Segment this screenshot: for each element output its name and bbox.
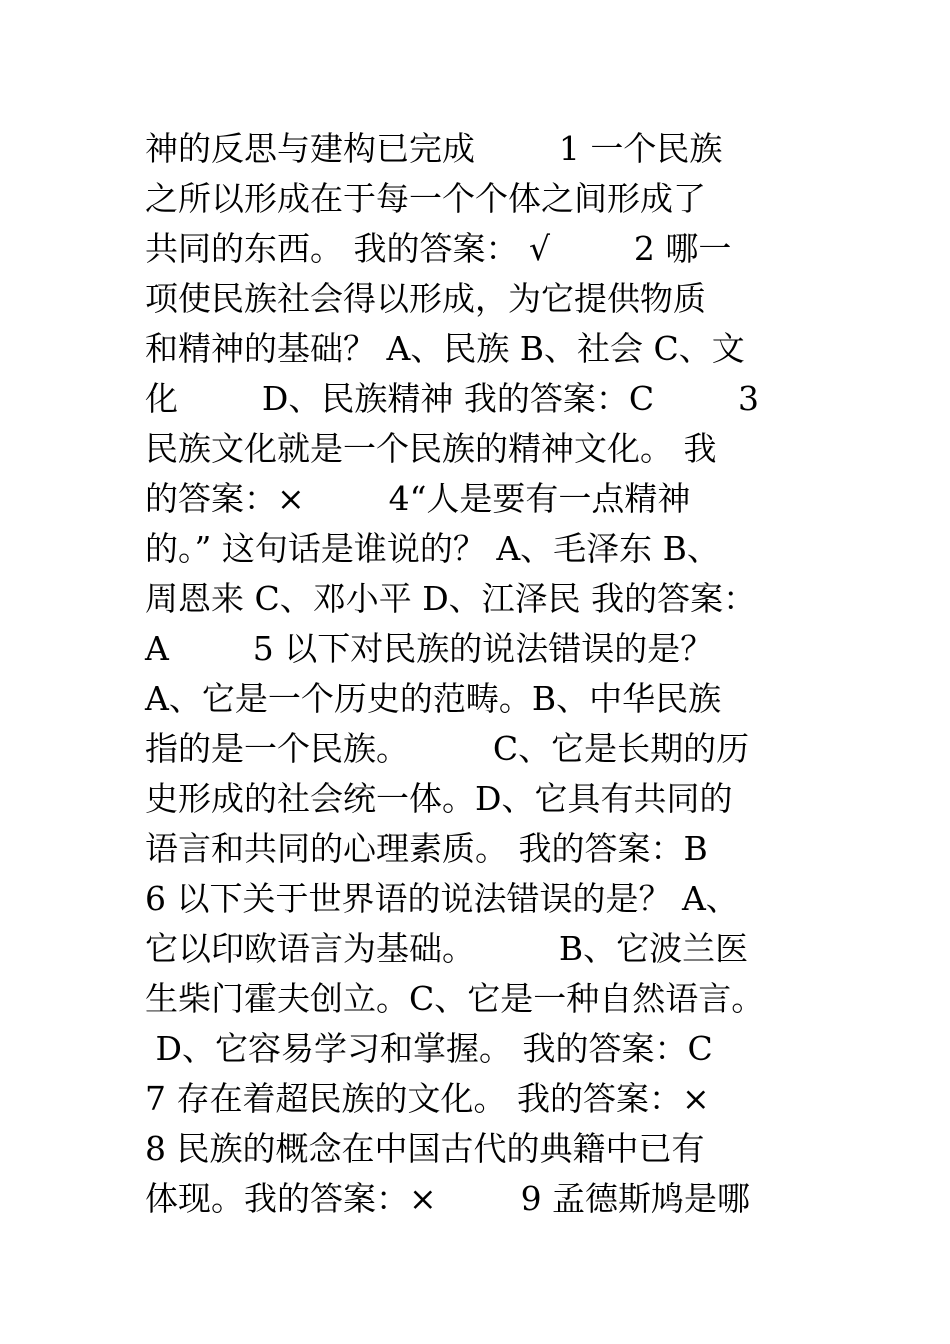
text-line: 体现。我的答案：× 9 孟德斯鸠是哪	[145, 1179, 751, 1218]
text-line: 民族文化就是一个民族的精神文化。 我	[145, 429, 717, 468]
text-line: 共同的东西。 我的答案： √ 2 哪一	[145, 229, 732, 268]
text-line: 化 D、民族精神 我的答案：C 3	[145, 379, 760, 418]
text-line: D、它容易学习和掌握。 我的答案：C	[145, 1029, 713, 1068]
text-line: 它以印欧语言为基础。 B、它波兰医	[145, 929, 749, 968]
text-line: 的。” 这句话是谁说的？ A、毛泽东 B、	[145, 529, 720, 568]
text-line: 8 民族的概念在中国古代的典籍中已有	[145, 1129, 705, 1168]
text-line: 的答案：× 4“人是要有一点精神	[145, 479, 691, 518]
text-line: A 5 以下对民族的说法错误的是？	[145, 629, 714, 668]
text-line: 神的反思与建构已完成 1 一个民族	[145, 129, 723, 168]
text-line: A、它是一个历史的范畴。B、中华民族	[145, 679, 722, 718]
text-line: 生柴门霍夫创立。C、它是一种自然语言。	[145, 979, 765, 1018]
text-line: 和精神的基础？ A、民族 B、社会 C、文	[145, 329, 745, 368]
text-line: 周恩来 C、邓小平 D、江泽民 我的答案：	[145, 579, 757, 618]
text-line: 项使民族社会得以形成，为它提供物质	[145, 279, 706, 318]
text-line: 7 存在着超民族的文化。 我的答案：×	[145, 1079, 710, 1118]
text-line: 之所以形成在于每一个个体之间形成了	[145, 179, 706, 218]
text-line: 指的是一个民族。 C、它是长期的历	[145, 729, 750, 768]
text-line: 史形成的社会统一体。D、它具有共同的	[145, 779, 733, 818]
text-line: 语言和共同的心理素质。 我的答案：B	[145, 829, 708, 868]
text-line: 6 以下关于世界语的说法错误的是？ A、	[145, 879, 739, 918]
